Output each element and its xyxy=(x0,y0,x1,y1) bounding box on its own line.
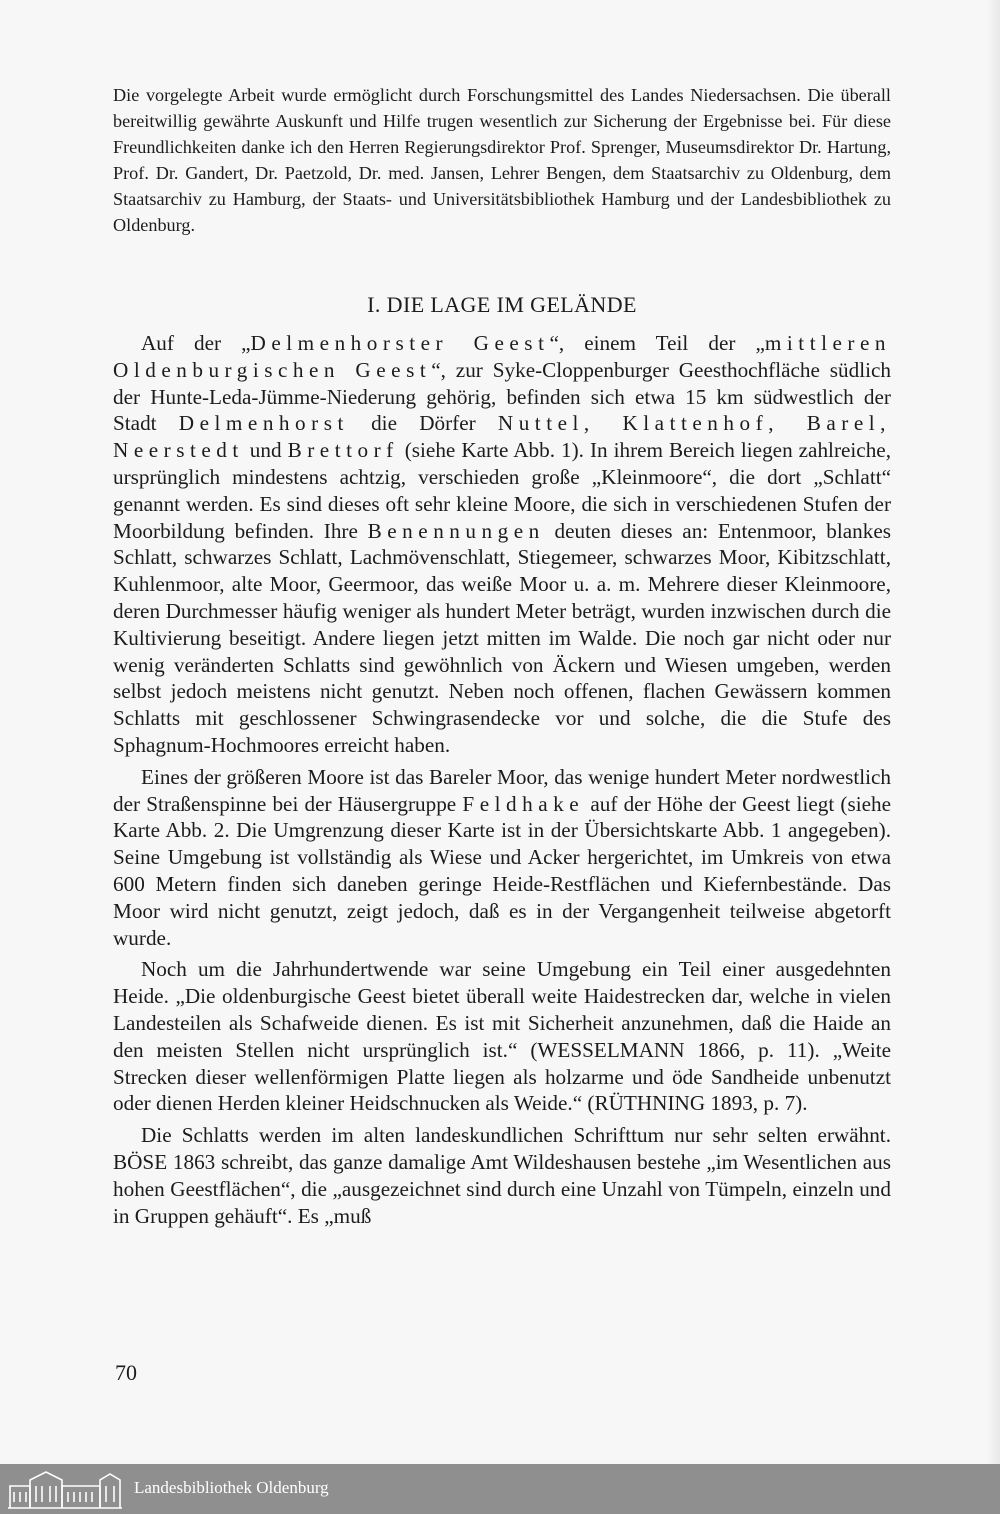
spaced-term: Feldhake xyxy=(462,791,585,816)
spaced-term: mittleren Oldenburgischen Geest xyxy=(113,331,891,382)
paragraph-4: Die Schlatts werden im alten landeskundlichen Schrifttum nur sehr selten erwähnt. BÖSE 1863 schreibt, das ganze damalige Amt Wildeshausen bestehe „im Wesentlichen aus hohen Geestflächen“, die „ausgezeichnet sind durch eine Unzahl von Tümpeln, einzeln und in Gruppen gehäuft“. Es „muß xyxy=(113,1123,891,1228)
paragraph-3: Noch um die Jahrhundertwende war seine Umgebung ein Teil einer ausgedehnten Heide. „Die oldenburgische Geest bietet überall weite Haidestrecken dar, welche in vielen Landesteilen als Schafweide dienen. Es ist mit Sicherheit anzunehmen, daß die Haide an den meisten Stellen nicht ursprünglich ist.“ (WESSELMANN 1866, p. 11). „Weite Strecken dieser wellenförmigen Platte liegen als holzarme und öde Sandheide unbenutzt oder dienen Herden kleiner Heidschnucken als Weide.“ (RÜTHNING 1893, p. 7). xyxy=(113,957,891,1116)
library-building-icon xyxy=(6,1468,124,1510)
acknowledgement-paragraph: Die vorgelegte Arbeit wurde ermöglicht durch Forschungsmittel des Landes Niedersachsen. Die überall bereitwillig gewährte Auskunft und Hilfe trugen wesentlich zur Sicherung der Ergebnisse bei. Für diese Freundlichkeiten danke ich den Herren Regierungsdirektor Prof. Sprenger, Museumsdirektor Dr. Hartung, Prof. Dr. Gandert, Dr. Paetzold, Dr. med. Jansen, Lehrer Bengen, dem Staatsarchiv zu Oldenburg, dem Staatsarchiv zu Hamburg, der Staats- und Universitätsbibliothek Hamburg und der Landesbibliothek zu Oldenburg. xyxy=(113,85,891,235)
spaced-term: Delmenhorster Geest xyxy=(250,331,550,355)
paragraph-2: Eines der größeren Moore ist das Bareler Moor, das wenige hundert Meter nordwestlich der Straßenspinne bei der Häusergruppe Feldhake auf der Höhe der Geest liegt (siehe Karte Abb. 2. Die Umgrenzung dieser Karte ist in der Übersichtskarte Abb. 1 angegeben). Seine Umgebung ist vollständig als Wiese und Acker hergerichtet, im Umkreis von etwa 600 Metern finden sich daneben geringe Heide-Restflächen und Kiefernbestände. Das Moor wird nicht genutzt, zeigt jedoch, daß es in der Vergangenheit teilweise abgetorft wurde. xyxy=(113,764,891,950)
spaced-term: Benennungen xyxy=(367,518,545,543)
footer-bar xyxy=(0,1464,1000,1514)
spaced-term: Brettorf xyxy=(287,438,399,463)
page-number: 70 xyxy=(115,1360,137,1385)
library-name: Landesbibliothek Oldenburg xyxy=(134,1478,329,1497)
page-edge-shadow xyxy=(986,0,1000,1464)
spaced-term: Delmenhorst xyxy=(178,411,349,436)
spaced-term: Nuttel, Klattenhof, Barel, Neerstedt xyxy=(113,411,891,463)
paragraph-1: Auf der „Delmenhorster Geest“, einem Teil der „mittleren Oldenburgischen Geest“, zur Syke-Cloppenburger Geesthochfläche südlich der Hunte-Leda-Jümme-Niederung gehörig, befinden sich etwa 15 km südwestlich der Stadt Delmenhorst die Dörfer Nuttel, Klattenhof, Barel, Neerstedt und Brettorf (siehe Karte Abb. 1). In ihrem Bereich liegen zahlreiche, ursprünglich mindestens achtzig, verschieden große „Kleinmoore“, die dort „Schlatt“ genannt werden. Es sind dieses oft sehr kleine Moore, die sich in verschiedenen Stufen der Moorbildung befinden. Ihre Benennungen deuten dieses an: Entenmoor, blankes Schlatt, schwarzes Schlatt, Lachmövenschlatt, Stiegemeer, schwarzes Moor, Kibitzschlatt, Kuhlenmoor, alte Moor, Geermoor, das weiße Moor u. a. m. Mehrere dieser Kleinmoore, deren Durchmesser häufig weniger als hundert Meter beträgt, wurden inzwischen durch die Kultivierung beseitigt. Andere liegen jetzt mitten im Walde. Die noch gar nicht oder nur wenig veränderten Schlatts sind gewöhnlich von Äckern und Wiesen umgeben, werden selbst jedoch meistens nicht genutzt. Neben noch offenen, flachen Gewässern kommen Schlatts mit geschlossener Schwingrasendecke vor und solche, die die Stufe des Sphagnum-Hochmoores erreicht haben. xyxy=(113,331,891,757)
main-text xyxy=(113,330,891,1229)
section-heading: I. DIE LAGE IM GELÄNDE xyxy=(367,292,637,317)
